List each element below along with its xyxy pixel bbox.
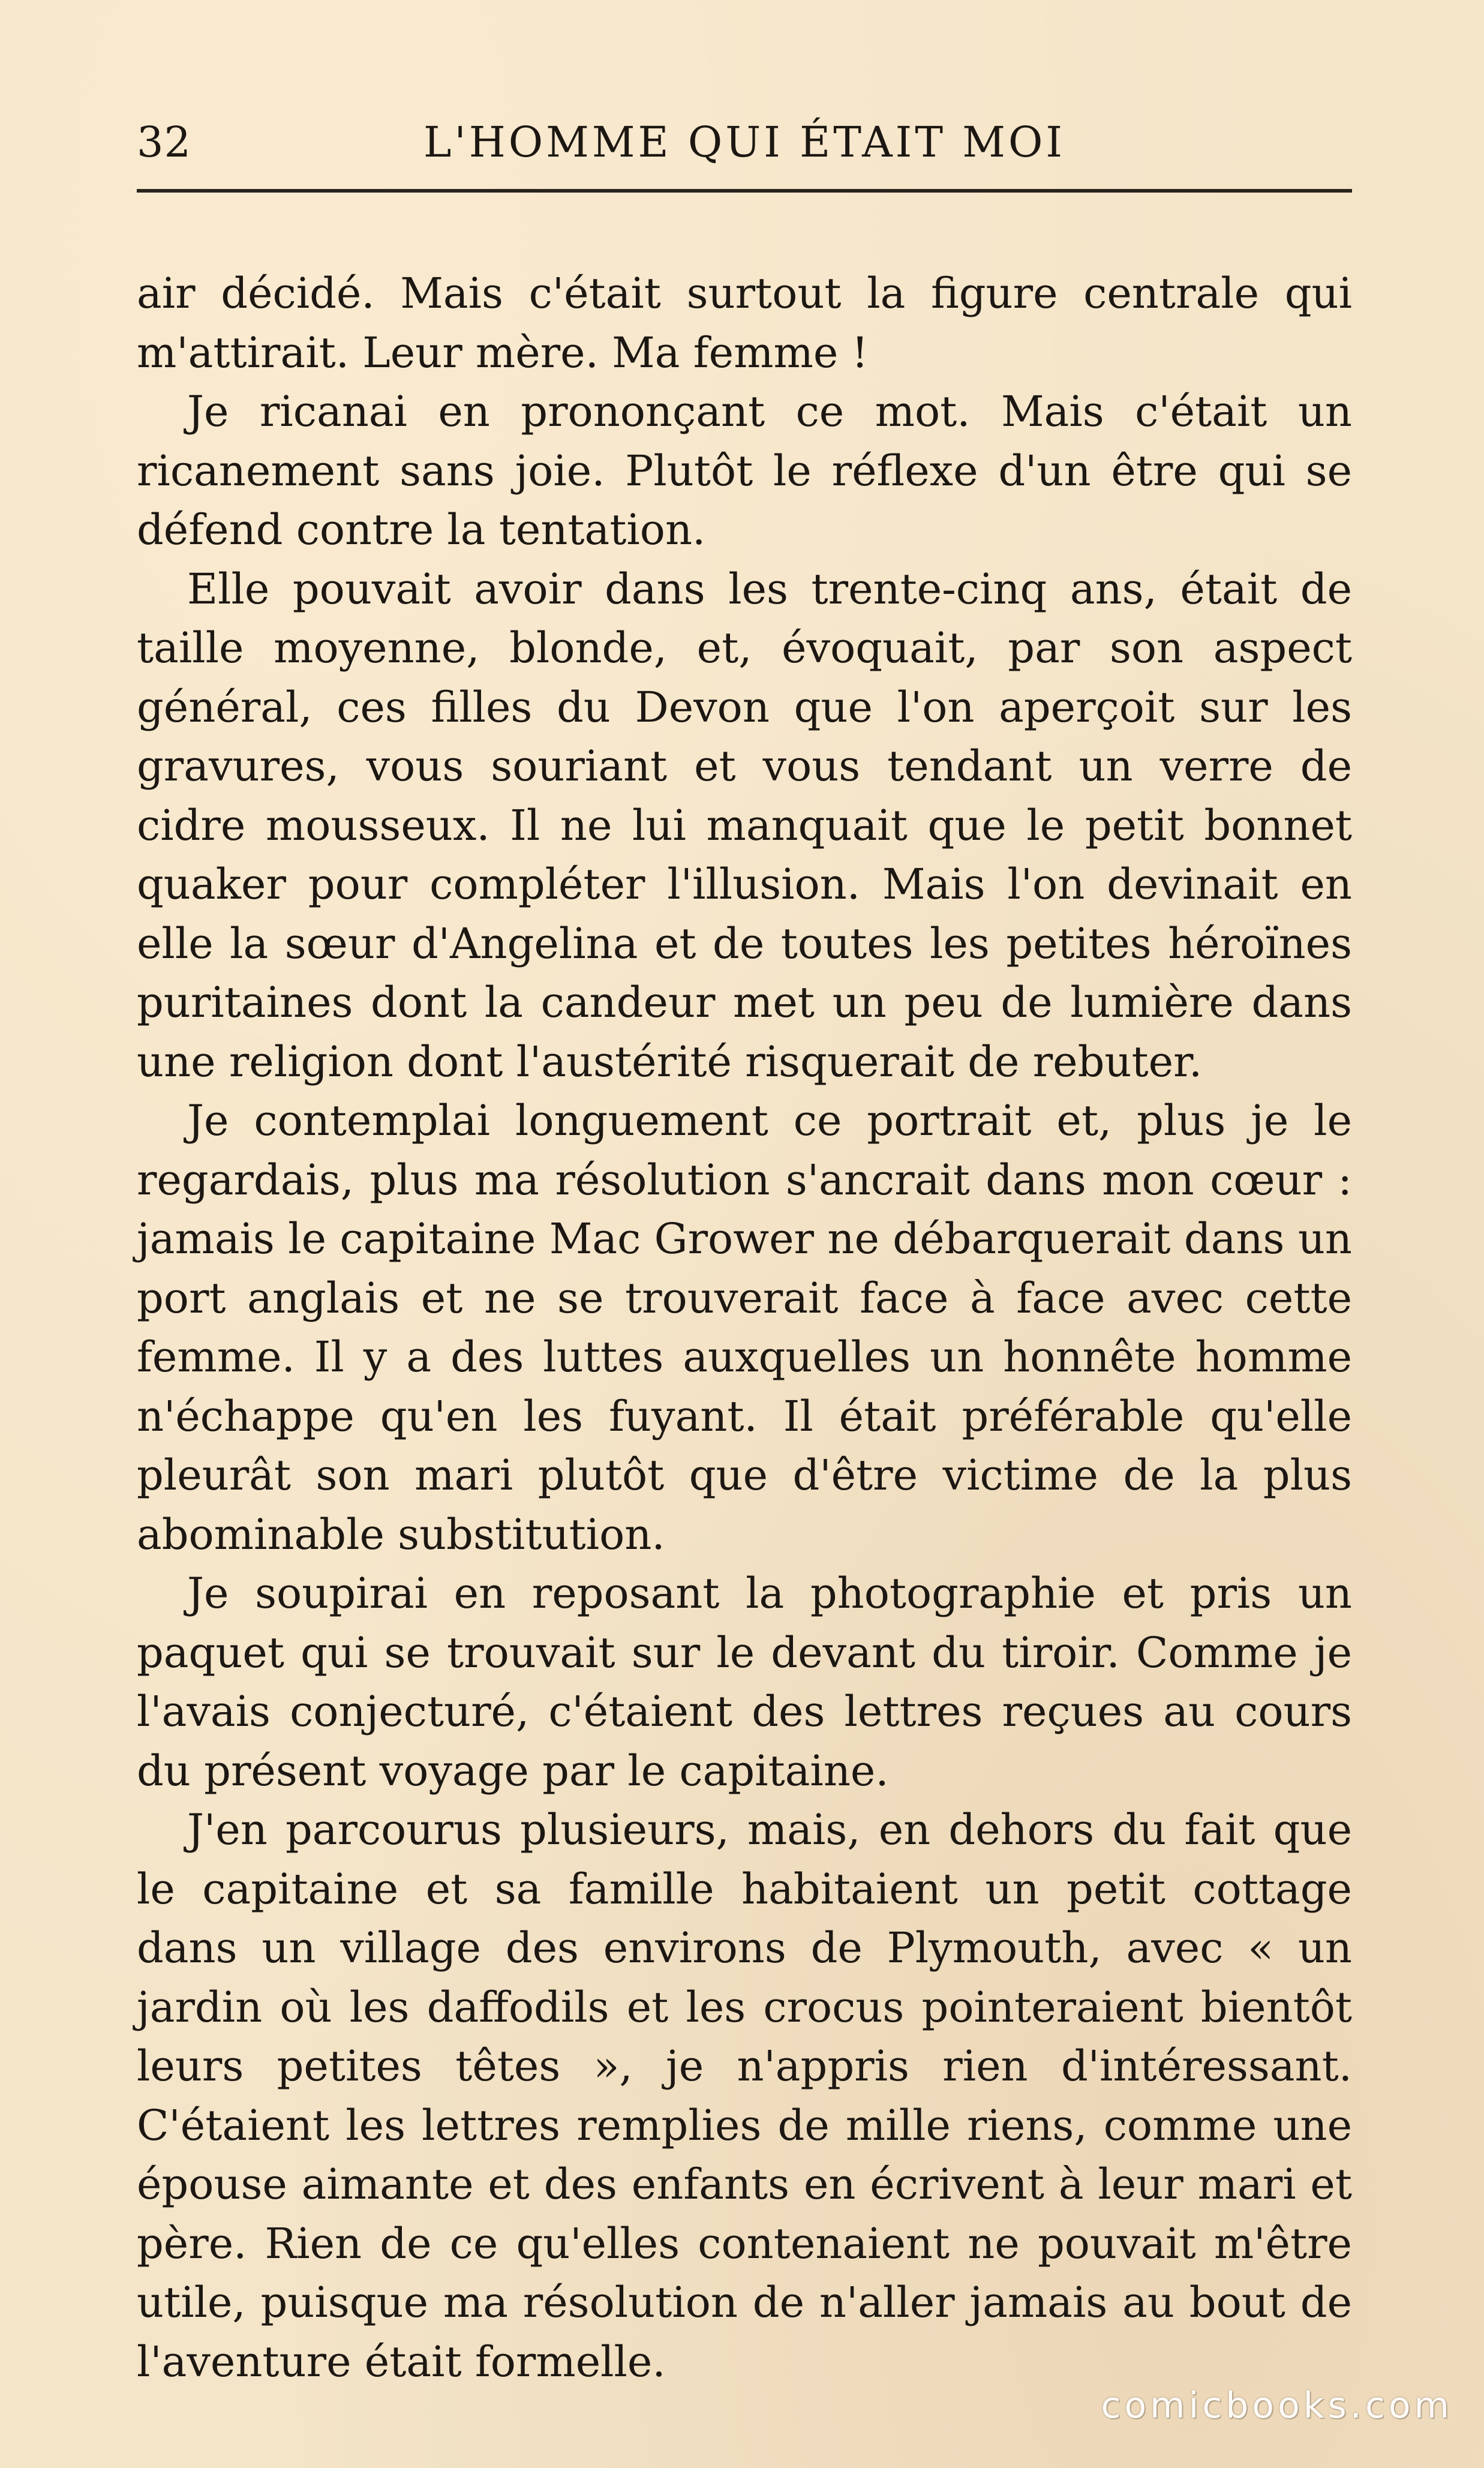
page-header — [137, 108, 1352, 174]
paragraph: Je ricanai en prononçant ce mot. Mais c'était un ricanement sans joie. Plutôt le réflexe d'un être qui se défend contre la tentation. — [137, 387, 1352, 554]
page-number: 32 — [137, 118, 192, 167]
running-title: L'HOMME QUI ÉTAIT MOI — [423, 118, 1065, 167]
paragraph: Je soupirai en reposant la photographie et pris un paquet qui se trouvait sur le devant du tiroir. Comme je l'avais conjecturé, c'étaient des lettres reçues au cours du présent voyage par le capitaine. — [137, 1569, 1352, 1796]
body-text — [137, 264, 1352, 2391]
paragraph-continued: air décidé. Mais c'était surtout la figure centrale qui m'attirait. Leur mère. Ma femme ! — [137, 269, 1352, 377]
paragraph: J'en parcourus plusieurs, mais, en dehors du fait que le capitaine et sa famille habitaient un petit cottage dans un village des environs de Plymouth, avec « un jardin où les daffodils et les crocus pointeraient bientôt leurs petites têtes », je n'appris rien d'intéressant. C'étaient les lettres remplies de mille riens, comme une épouse aimante et des enfants en écrivent à leur mari et père. Rien de ce qu'elles contenaient ne pouvait m'être utile, puisque ma résolution de n'aller jamais au bout de l'aventure était formelle. — [137, 1805, 1352, 2386]
watermark: comicbooks.com — [1101, 2385, 1453, 2427]
header-rule — [137, 189, 1352, 193]
paragraph: Je contemplai longuement ce portrait et, plus je le regardais, plus ma résolution s'ancrait dans mon cœur : jamais le capitaine Mac Grower ne débarquerait dans un port anglais et ne se trouverait face à face avec cette femme. Il y a des luttes auxquelles un honnête homme n'échappe qu'en les fuyant. Il était préférable qu'elle pleurât son mari plutôt que d'être victime de la plus abominable substitution. — [137, 1096, 1352, 1559]
paragraph: Elle pouvait avoir dans les trente-cinq ans, était de taille moyenne, blonde, et, évoquait, par son aspect général, ces filles du Devon que l'on aperçoit sur les gravures, vous souriant et vous tendant un verre de cidre mousseux. Il ne lui manquait que le petit bonnet quaker pour compléter l'illusion. Mais l'on devinait en elle la sœur d'Angelina et de toutes les petites héroïnes puritaines dont la candeur met un peu de lumière dans une religion dont l'austérité risquerait de rebuter. — [137, 564, 1352, 1086]
